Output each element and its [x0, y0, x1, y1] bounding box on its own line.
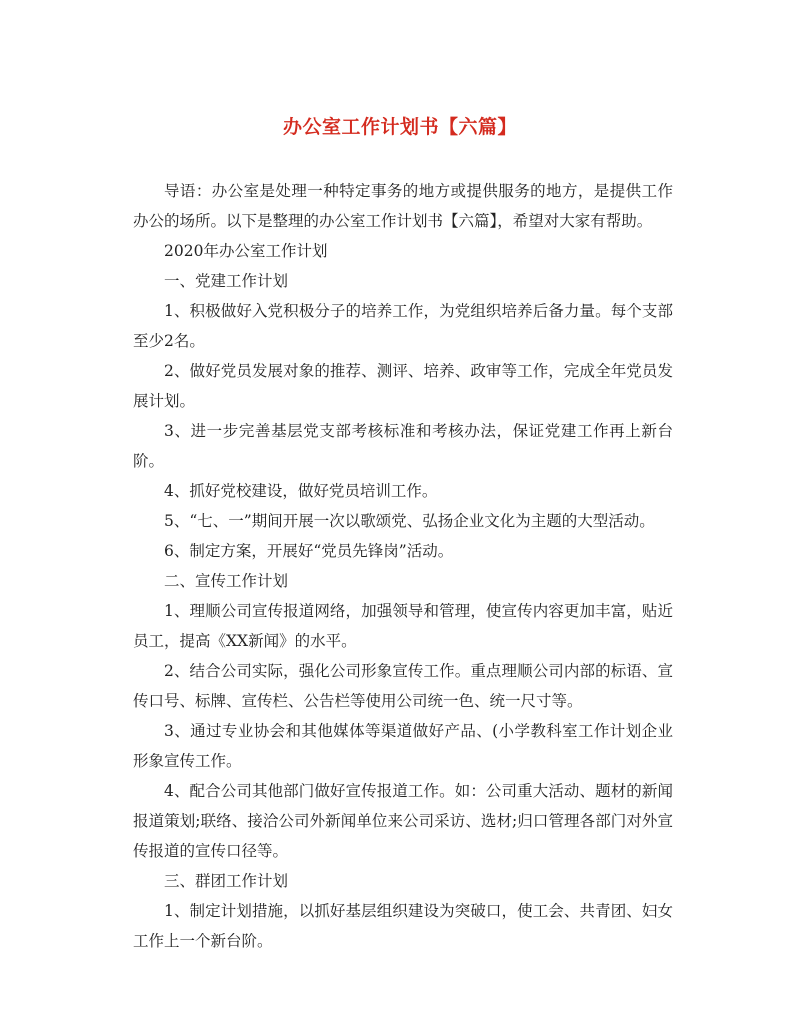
- section-heading: 三、群团工作计划: [164, 872, 289, 890]
- section-heading: 一、党建工作计划: [164, 272, 289, 290]
- document-body: [133, 176, 673, 956]
- document-title: 办公室工作计划书【六篇】: [282, 116, 517, 138]
- list-item: 1、制定计划措施，以抓好基层组织建设为突破口，使工会、共青团、妇女工作上一个新台阶。: [133, 902, 673, 950]
- list-item: 4、配合公司其他部门做好宣传报道工作。如：公司重大活动、题材的新闻报道策划;联络、接洽公司外新闻单位来公司采访、选材;归口管理各部门对外宣传报道的宣传口径等。: [133, 782, 673, 860]
- list-item: 2、做好党员发展对象的推荐、测评、培养、政审等工作，完成全年党员发展计划。: [133, 362, 673, 410]
- list-item: 5、“七、一”期间开展一次以歌颂党、弘扬企业文化为主题的大型活动。: [164, 512, 655, 530]
- list-item: 3、进一步完善基层党支部考核标准和考核办法，保证党建工作再上新台阶。: [133, 422, 673, 470]
- list-item: 6、制定方案，开展好“党员先锋岗”活动。: [164, 542, 454, 560]
- section-heading: 2020年办公室工作计划: [164, 242, 328, 260]
- list-item: 4、抓好党校建设，做好党员培训工作。: [164, 482, 438, 500]
- list-item: 2、结合公司实际，强化公司形象宣传工作。重点理顺公司内部的标语、宣传口号、标牌、宣传栏、公告栏等使用公司统一色、统一尺寸等。: [133, 662, 673, 710]
- list-item: 1、理顺公司宣传报道网络，加强领导和管理，使宣传内容更加丰富，贴近员工，提高《XX新闻》的水平。: [133, 602, 673, 650]
- list-item: 3、通过专业协会和其他媒体等渠道做好产品、(小学教科室工作计划企业形象宣传工作。: [133, 722, 673, 770]
- intro-paragraph: 导语：办公室是处理一种特定事务的地方或提供服务的地方，是提供工作办公的场所。以下是整理的办公室工作计划书【六篇】，希望对大家有帮助。: [133, 182, 673, 230]
- section-heading: 二、宣传工作计划: [164, 572, 289, 590]
- list-item: 1、积极做好入党积极分子的培养工作，为党组织培养后备力量。每个支部至少2名。: [133, 302, 673, 350]
